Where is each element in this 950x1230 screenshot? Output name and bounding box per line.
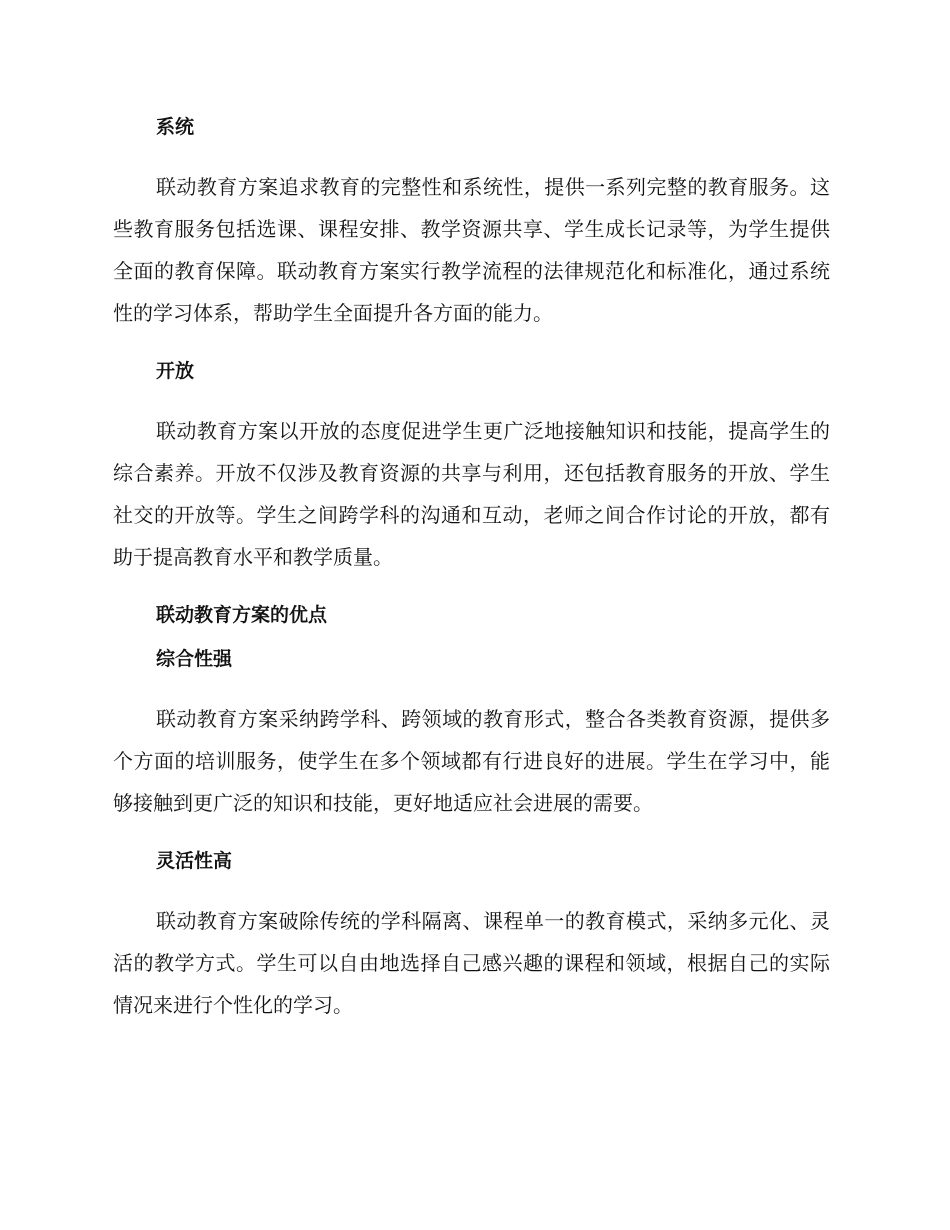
section-heading-flexible: 灵活性高 (156, 850, 233, 872)
section-heading-open: 开放 (156, 360, 195, 382)
section-heading-system: 系统 (156, 116, 195, 138)
section-heading-comprehensive: 综合性强 (156, 648, 233, 670)
section-paragraph-flexible: 联动教育方案破除传统的学科隔离、课程单一的教育模式，采纳多元化、灵活的教学方式。学生可以自由地选择自己感兴趣的课程和领域，根据自己的实际情况来进行个性化的学习。 (113, 909, 830, 1017)
section-heading-advantages: 联动教育方案的优点 (156, 604, 328, 626)
section-paragraph-system: 联动教育方案追求教育的完整性和系统性，提供一系列完整的教育服务。这些教育服务包括选课、课程安排、教学资源共享、学生成长记录等，为学生提供全面的教育保障。联动教育方案实行教学流程的法律规范化和标准化，通过系统性的学习体系，帮助学生全面提升各方面的能力。 (113, 175, 830, 325)
section-paragraph-comprehensive: 联动教育方案采纳跨学科、跨领域的教育形式，整合各类教育资源，提供多个方面的培训服务，使学生在多个领域都有行进良好的进展。学生在学习中，能够接触到更广泛的知识和技能，更好地适应社会进展的需要。 (113, 707, 830, 815)
section-paragraph-open: 联动教育方案以开放的态度促进学生更广泛地接触知识和技能，提高学生的综合素养。开放不仅涉及教育资源的共享与利用，还包括教育服务的开放、学生社交的开放等。学生之间跨学科的沟通和互动，老师之间合作讨论的开放，都有助于提高教育水平和教学质量。 (113, 419, 830, 569)
